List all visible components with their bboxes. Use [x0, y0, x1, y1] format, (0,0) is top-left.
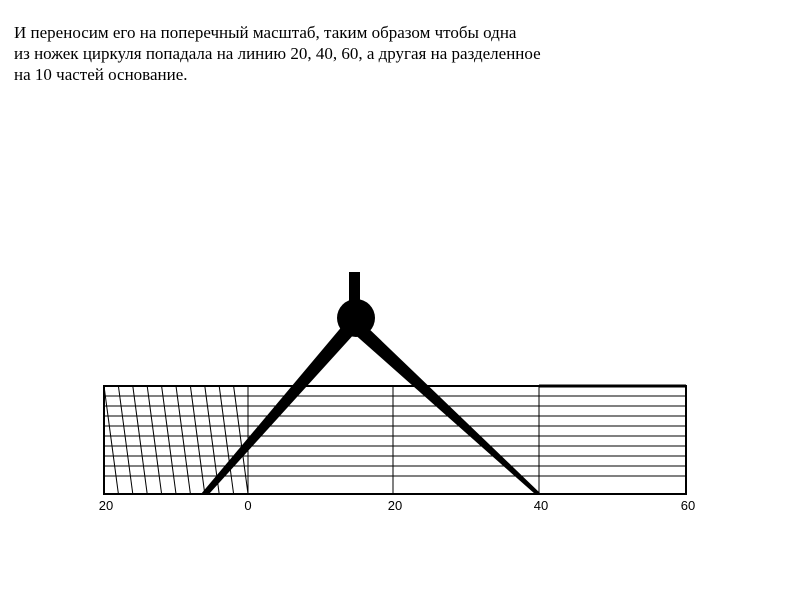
caption-line-2: из ножек циркуля попадала на линию 20, 40, 60, а другая на разделенное: [14, 44, 541, 63]
tick-label-60: 60: [680, 498, 696, 513]
tick-label-left-20: 20: [98, 498, 114, 513]
scale-frame: [104, 386, 686, 494]
caption-line-1: И переносим его на поперечный масштаб, таким образом чтобы одна: [14, 23, 517, 42]
transversal-line-10: [234, 386, 248, 494]
transversal-line-2: [118, 386, 132, 494]
transversal-line-5: [162, 386, 176, 494]
transversal-line-4: [147, 386, 161, 494]
transversal-line-6: [176, 386, 190, 494]
scale-tick-labels: [99, 498, 695, 513]
compass-left-leg: [201, 324, 356, 494]
tick-label-40: 40: [533, 498, 549, 513]
horizontal-grid-lines: [104, 396, 686, 476]
transversal-line-3: [133, 386, 147, 494]
transversal-line-7: [190, 386, 204, 494]
caption-line-3: на 10 частей основание.: [14, 65, 188, 84]
tick-label-20: 20: [387, 498, 403, 513]
tick-label-0: 0: [244, 498, 252, 513]
transversal-lines: [104, 386, 248, 494]
transversal-scale: [104, 386, 686, 494]
compass-hinge: [337, 299, 375, 337]
compass-right-leg: [352, 324, 541, 494]
compass-icon: [201, 272, 541, 494]
transversal-line-1: [104, 386, 118, 494]
